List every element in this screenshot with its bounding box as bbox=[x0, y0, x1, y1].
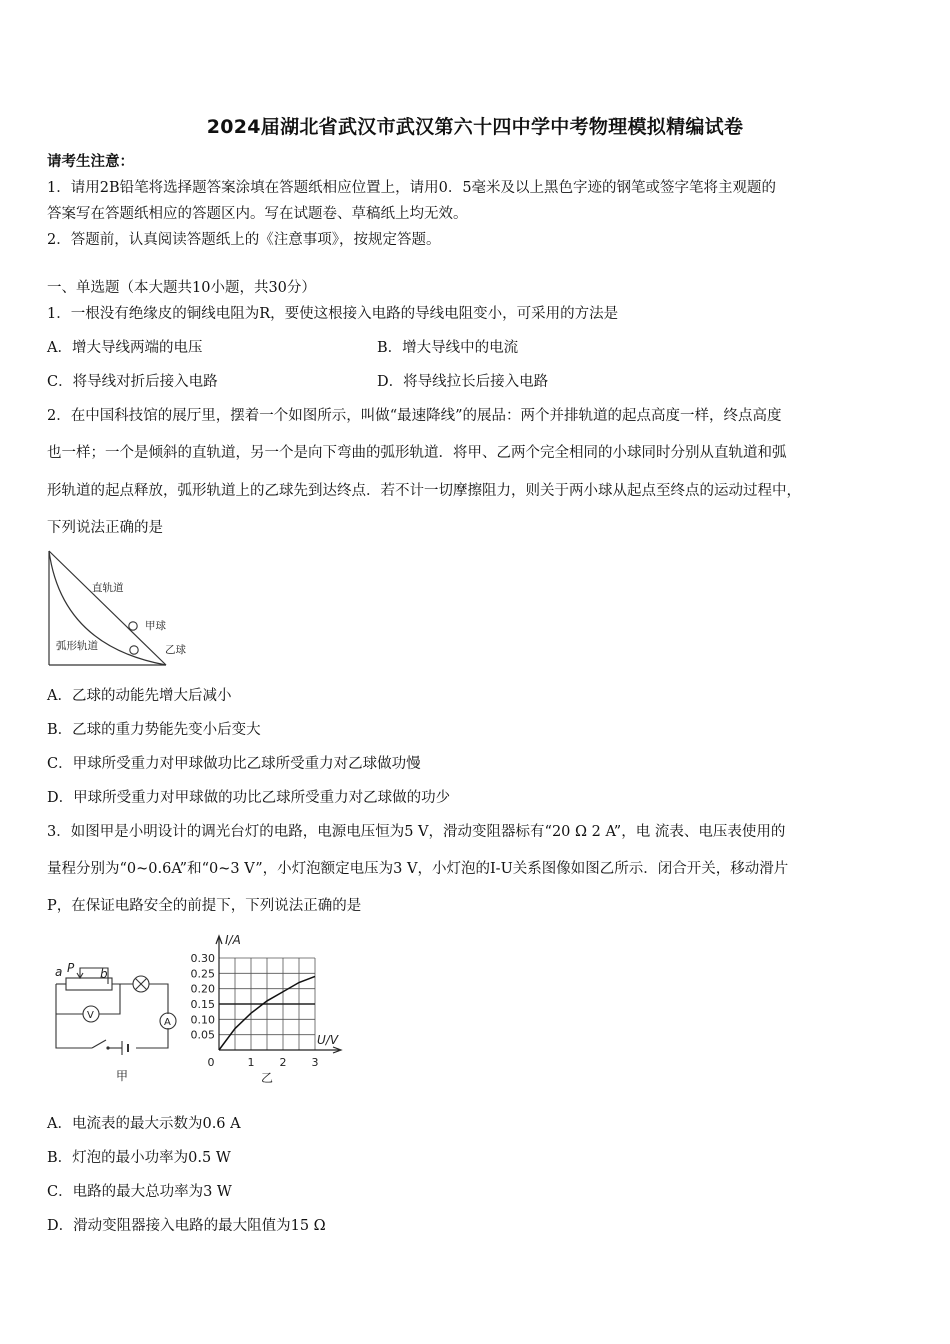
chart-y-tick-label: 0.10 bbox=[190, 1013, 215, 1027]
notice-item-2: 2．答题前，认真阅读答题纸上的《注意事项》，按规定答题。 bbox=[47, 232, 441, 248]
q2-label-ball-a: 甲球 bbox=[145, 620, 166, 632]
q2-ball-b-marker bbox=[130, 646, 138, 654]
q3-wire-right-top bbox=[149, 984, 168, 1014]
q3-wire-right-bottom bbox=[136, 1028, 168, 1048]
q2-label-straight: 直轨道 bbox=[92, 582, 124, 594]
q2-track-figure bbox=[44, 548, 204, 672]
q3-caption-jia: 甲 bbox=[116, 1069, 129, 1083]
q1-stem: 1．一根没有绝缘皮的铜线电阻为R，要使这根接入电路的导线电阻变小，可采用的方法是 bbox=[47, 306, 619, 322]
chart-y-tick-label: 0.20 bbox=[190, 982, 215, 996]
q1-option-c: C．将导线对折后接入电路 bbox=[47, 374, 218, 390]
q1-option-d: D．将导线拉长后接入电路 bbox=[377, 374, 549, 390]
q3-wire-voltmeter-right bbox=[99, 984, 120, 1014]
q2-stem-line-4: 下列说法正确的是 bbox=[47, 520, 163, 536]
section-heading: 一、单选题（本大题共10小题，共30分） bbox=[47, 280, 316, 296]
q3-stem-line-2: 量程分别为“0~0.6A”和“0~3 V”，小灯泡额定电压为3 V，小灯泡的I-U关系图像如图乙所示．闭合开关，移动滑片 bbox=[47, 861, 789, 877]
q2-stem-line-3: 形轨道的起点释放，弧形轨道上的乙球先到达终点．若不计一切摩擦阻力，则关于两小球从起点至终点的运动过程中， bbox=[47, 483, 801, 499]
q3-option-b: B．灯泡的最小功率为0.5 W bbox=[47, 1150, 231, 1166]
chart-x-tick-label: 2 bbox=[279, 1056, 287, 1069]
q2-option-a: A．乙球的动能先增大后减小 bbox=[47, 688, 232, 704]
notice-item-1-line-2: 答案写在答题纸相应的答题区内。写在试题卷、草稿纸上均无效。 bbox=[47, 206, 468, 222]
q3-stem-line-1: 3．如图甲是小明设计的调光台灯的电路，电源电压恒为5 V，滑动变阻器标有“20 Ω 2 A”，电 流表、电压表使用的 bbox=[47, 824, 786, 840]
chart-y-axis-label: I/A bbox=[225, 933, 241, 947]
chart-x-tick-label: 0 bbox=[207, 1056, 215, 1069]
q2-stem-line-2: 也一样；一个是倾斜的直轨道，另一个是向下弯曲的弧形轨道．将甲、乙两个完全相同的小球同时分别从直轨道和弧 bbox=[47, 445, 787, 461]
chart-y-tick-label: 0.30 bbox=[190, 952, 215, 965]
q3-switch-blade bbox=[92, 1040, 106, 1048]
q3-circuit-figure bbox=[50, 958, 185, 1088]
chart-x-tick-label: 3 bbox=[311, 1056, 319, 1069]
chart-y-tick-label: 0.15 bbox=[190, 998, 215, 1011]
chart-y-tick-label: 0.05 bbox=[190, 1028, 215, 1042]
q3-stem-line-3: P，在保证电路安全的前提下，下列说法正确的是 bbox=[47, 898, 362, 914]
q3-label-v: V bbox=[87, 1010, 94, 1021]
q3-label-ammeter: A bbox=[164, 1017, 171, 1028]
q3-switch-contact bbox=[106, 1046, 109, 1049]
notice-heading: 请考生注意： bbox=[47, 153, 134, 170]
chart-caption: 乙 bbox=[261, 1071, 274, 1085]
notice-item-1-line-1: 1．请用2B铅笔将选择题答案涂填在答题纸相应位置上，请用0．5毫米及以上黑色字迹的钢笔或签字笔将主观题的 bbox=[47, 180, 777, 196]
q2-option-d: D．甲球所受重力对甲球做的功比乙球所受重力对乙球做的功少 bbox=[47, 790, 451, 806]
q2-label-arc: 弧形轨道 bbox=[56, 640, 98, 652]
q3-label-p: P bbox=[67, 961, 75, 975]
chart-x-tick-label: 1 bbox=[247, 1056, 255, 1069]
q2-label-ball-b: 乙球 bbox=[165, 644, 186, 656]
q3-label-b: b bbox=[100, 967, 108, 981]
q2-ball-a-marker bbox=[129, 622, 137, 630]
page-title: 2024届湖北省武汉市武汉第六十四中学中考物理模拟精编试卷 bbox=[206, 116, 744, 138]
chart-y-tick-label: 0.25 bbox=[190, 967, 215, 981]
q2-option-c: C．甲球所受重力对甲球做功比乙球所受重力对乙球做功慢 bbox=[47, 756, 421, 772]
chart-x-axis-label: U/V bbox=[317, 1033, 339, 1047]
q2-option-b: B．乙球的重力势能先变小后变大 bbox=[47, 722, 261, 738]
q3-option-a: A．电流表的最大示数为0.6 A bbox=[47, 1116, 241, 1132]
q3-iu-chart bbox=[185, 928, 355, 1088]
q2-stem-line-1: 2．在中国科技馆的展厅里，摆着一个如图所示，叫做“最速降线”的展品：两个并排轨道的起点高度一样，终点高度 bbox=[47, 408, 782, 424]
q1-option-b: B．增大导线中的电流 bbox=[377, 340, 519, 356]
q3-option-d: D．滑动变阻器接入电路的最大阻值为15 Ω bbox=[47, 1218, 326, 1234]
q3-option-c: C．电路的最大总功率为3 W bbox=[47, 1184, 232, 1200]
q1-option-a: A．增大导线两端的电压 bbox=[47, 340, 203, 356]
q3-label-a: a bbox=[55, 965, 63, 979]
